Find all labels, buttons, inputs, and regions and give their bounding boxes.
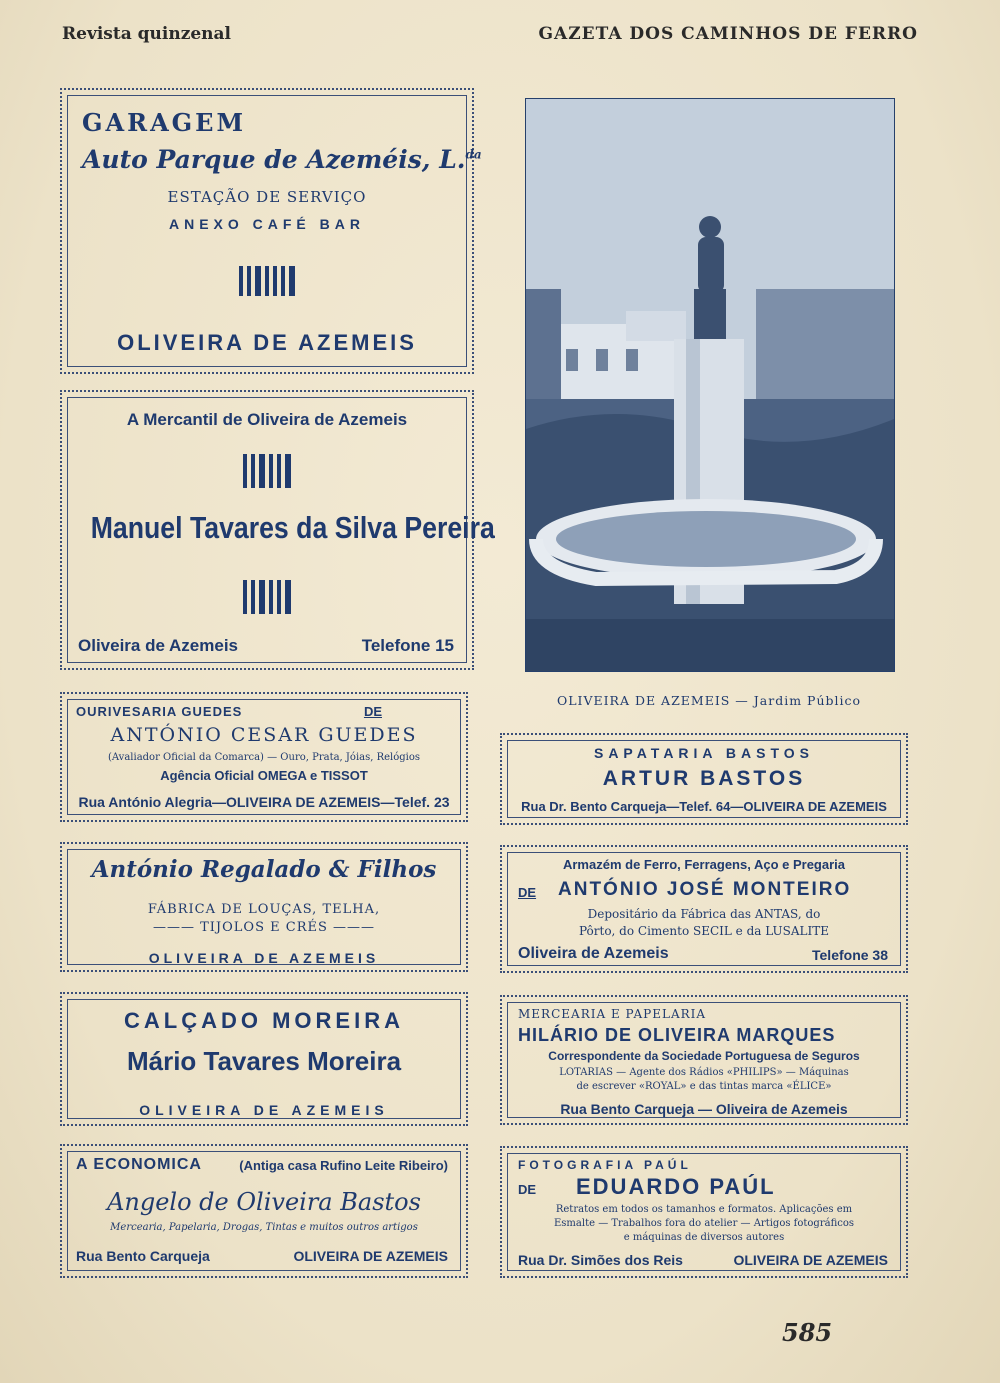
ad-armazem bbox=[500, 845, 908, 973]
armazem-town: Oliveira de Azemeis bbox=[518, 945, 669, 962]
fotografia-de: DE bbox=[518, 1182, 537, 1197]
fotografia-name: EDUARDO PAÚL bbox=[576, 1174, 776, 1199]
ad-mercearia bbox=[500, 995, 908, 1125]
ad-sapataria bbox=[500, 733, 908, 825]
economica-town: OLIVEIRA DE AZEMEIS bbox=[293, 1248, 448, 1264]
calcado-title: CALÇADO MOREIRA bbox=[124, 1008, 404, 1033]
ad-mercantil bbox=[60, 390, 495, 670]
garagem-town: OLIVEIRA DE AZEMEIS bbox=[117, 330, 417, 355]
garagem-title: GARAGEM bbox=[82, 108, 247, 137]
fotografia-title: FOTOGRAFIA PAÚL bbox=[518, 1158, 692, 1172]
ad-fotografia bbox=[500, 1146, 908, 1278]
ourivesaria-address: Rua António Alegria—OLIVEIRA DE AZEMEIS—Telef. 23 bbox=[78, 794, 450, 810]
ad-calcado bbox=[60, 992, 468, 1126]
ourivesaria-desc: (Avaliador Oficial da Comarca) — Ouro, Prata, Jóias, Relógios bbox=[107, 752, 421, 763]
regalado-line2: ——— TIJOLOS E CRÉS ——— bbox=[152, 920, 376, 935]
garden-photo-image bbox=[526, 99, 894, 671]
regalado-town: OLIVEIRA DE AZEMEIS bbox=[148, 950, 380, 966]
ourivesaria-title: OURIVESARIA GUEDES bbox=[76, 704, 243, 719]
ad-regalado bbox=[60, 842, 468, 972]
mercearia-line3: de escrever «ROYAL» e das tintas marca «ÉLICE» bbox=[576, 1081, 832, 1092]
economica-former: (Antiga casa Rufino Leite Ribeiro) bbox=[239, 1158, 448, 1173]
calcado-town: OLIVEIRA DE AZEMEIS bbox=[139, 1102, 389, 1118]
photo-caption: OLIVEIRA DE AZEMEIS — Jardim Público bbox=[556, 693, 862, 708]
header-left: Revista quinzenal bbox=[62, 24, 232, 44]
mercearia-address: Rua Bento Carqueja — Oliveira de Azemeis bbox=[560, 1101, 848, 1117]
ourivesaria-agency: Agência Oficial OMEGA e TISSOT bbox=[160, 768, 368, 783]
mercantil-title: A Mercantil de Oliveira de Azemeis bbox=[126, 410, 408, 429]
economica-title: A ECONOMICA bbox=[76, 1156, 202, 1173]
sapataria-address: Rua Dr. Bento Carqueja—Telef. 64—OLIVEIRA DE AZEMEIS bbox=[521, 799, 887, 814]
economica-name: Angelo de Oliveira Bastos bbox=[107, 1188, 421, 1216]
regalado-name: António Regalado & Filhos bbox=[91, 856, 437, 883]
page-number: 585 bbox=[782, 1318, 833, 1347]
mercantil-ornament-top bbox=[243, 454, 291, 488]
fotografia-street: Rua Dr. Simões dos Reis bbox=[518, 1252, 683, 1268]
regalado-line1: FÁBRICA DE LOUÇAS, TELHA, bbox=[147, 902, 381, 917]
fotografia-town: OLIVEIRA DE AZEMEIS bbox=[733, 1252, 888, 1268]
armazem-de: DE bbox=[518, 885, 537, 900]
fotografia-line2: Esmalte — Trabalhos fora do atelier — Artigos fotográficos bbox=[554, 1218, 854, 1229]
garagem-service: ESTAÇÃO DE SERVIÇO bbox=[167, 188, 367, 206]
fotografia-line1: Retratos em todos os tamanhos e formatos. Aplicações em bbox=[555, 1204, 853, 1215]
calcado-name: Mário Tavares Moreira bbox=[126, 1046, 402, 1076]
ad-economica bbox=[60, 1144, 468, 1278]
fotografia-line3: e máquinas de diversos autores bbox=[623, 1232, 785, 1243]
mercearia-name: HILÁRIO DE OLIVEIRA MARQUES bbox=[518, 1025, 836, 1045]
sapataria-title: SAPATARIA BASTOS bbox=[593, 745, 814, 761]
mercantil-phone: Telefone 15 bbox=[361, 636, 454, 655]
ourivesaria-name: ANTÓNIO CESAR GUEDES bbox=[110, 724, 418, 746]
garagem-name-text: Auto Parque de Azeméis, L. bbox=[82, 145, 466, 174]
armazem-line1: Depositário da Fábrica das ANTAS, do bbox=[587, 907, 821, 921]
economica-desc: Mercearia, Papelaria, Drogas, Tintas e muitos outros artigos bbox=[110, 1222, 418, 1233]
armazem-name: ANTÓNIO JOSÉ MONTEIRO bbox=[558, 879, 852, 900]
garden-photo bbox=[525, 98, 895, 672]
garagem-ornament bbox=[239, 266, 295, 296]
armazem-phone: Telefone 38 bbox=[812, 947, 888, 963]
ad-ourivesaria bbox=[60, 692, 468, 822]
mercantil-name: Manuel Tavares da Silva Pereira bbox=[90, 510, 495, 545]
mercearia-line2: LOTARIAS — Agente dos Rádios «PHILIPS» — Máquinas bbox=[559, 1067, 849, 1078]
mercearia-line1: Correspondente da Sociedade Portuguesa de Seguros bbox=[548, 1049, 860, 1063]
garagem-name-sup: da bbox=[465, 147, 482, 162]
ourivesaria-de: DE bbox=[363, 704, 382, 719]
garagem-name bbox=[82, 145, 482, 174]
header-right: GAZETA DOS CAMINHOS DE FERRO bbox=[538, 24, 918, 44]
mercearia-title: MERCEARIA E PAPELARIA bbox=[518, 1007, 707, 1021]
mercantil-ornament-bottom bbox=[243, 580, 291, 614]
sapataria-name: ARTUR BASTOS bbox=[602, 767, 806, 790]
armazem-line2: Pôrto, do Cimento SECIL e da LUSALITE bbox=[578, 924, 830, 938]
garagem-annex: ANEXO CAFÉ BAR bbox=[168, 216, 365, 232]
armazem-title: Armazém de Ferro, Ferragens, Aço e Pregaria bbox=[562, 857, 846, 872]
economica-street: Rua Bento Carqueja bbox=[76, 1248, 210, 1264]
ad-garagem bbox=[60, 88, 482, 374]
mercantil-town: Oliveira de Azemeis bbox=[78, 636, 239, 655]
